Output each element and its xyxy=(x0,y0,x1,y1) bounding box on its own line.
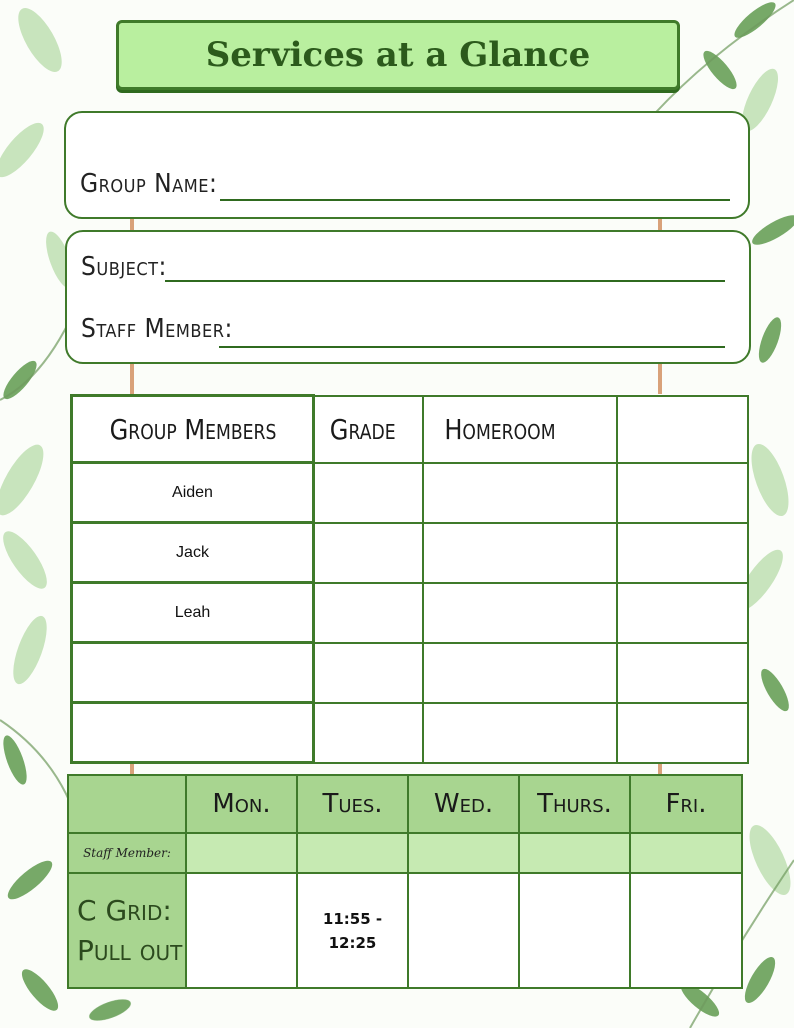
grid-cell-wed[interactable] xyxy=(408,873,519,988)
staff-cell-mon[interactable] xyxy=(186,833,297,873)
table-row xyxy=(72,583,748,643)
homeroom-cell[interactable] xyxy=(423,583,617,643)
homeroom-cell[interactable] xyxy=(423,463,617,523)
group-name-label: Group Name: xyxy=(80,169,218,199)
table-row xyxy=(72,463,748,523)
weekly-schedule-table xyxy=(67,774,743,989)
tues-time-start: 11:55 - xyxy=(322,909,383,928)
title-banner xyxy=(116,20,680,90)
extra-cell[interactable] xyxy=(617,703,748,763)
day-header-thurs: Thurs. xyxy=(519,775,630,833)
grid-cell-thurs[interactable] xyxy=(519,873,630,988)
member-name-cell[interactable]: Aiden xyxy=(72,463,314,523)
grade-cell[interactable] xyxy=(314,703,423,763)
staff-member-field[interactable] xyxy=(219,346,725,348)
table-row xyxy=(72,523,748,583)
c-grid-label xyxy=(68,873,186,988)
subject-label: Subject: xyxy=(81,252,167,282)
page-title: Services at a Glance xyxy=(205,35,591,75)
homeroom-cell[interactable] xyxy=(423,523,617,583)
subject-staff-card xyxy=(65,230,751,364)
staff-member-row xyxy=(68,833,742,873)
staff-cell-tues[interactable] xyxy=(297,833,408,873)
staff-member-label: Staff Member: xyxy=(81,314,233,344)
staff-member-row-label: Staff Member: xyxy=(68,833,186,873)
table-row xyxy=(72,703,748,763)
grid-cell-mon[interactable] xyxy=(186,873,297,988)
day-header-fri: Fri. xyxy=(630,775,742,833)
grade-cell[interactable] xyxy=(314,523,423,583)
extra-cell[interactable] xyxy=(617,523,748,583)
header-blank xyxy=(626,396,739,463)
extra-cell[interactable] xyxy=(617,463,748,523)
header-grade: Grade xyxy=(321,396,415,463)
day-header-mon: Mon. xyxy=(186,775,297,833)
subject-field[interactable] xyxy=(165,280,725,282)
day-header-wed: Wed. xyxy=(408,775,519,833)
member-name-cell[interactable] xyxy=(72,643,314,703)
staff-cell-fri[interactable] xyxy=(630,833,742,873)
grade-cell[interactable] xyxy=(314,583,423,643)
grid-cell-fri[interactable] xyxy=(630,873,742,988)
grade-cell[interactable] xyxy=(314,643,423,703)
group-name-field[interactable] xyxy=(220,199,730,201)
group-members-table xyxy=(70,394,749,764)
extra-cell[interactable] xyxy=(617,643,748,703)
member-name-cell[interactable]: Jack xyxy=(72,523,314,583)
c-grid-row xyxy=(68,873,742,988)
extra-cell[interactable] xyxy=(617,583,748,643)
schedule-header-row xyxy=(68,775,742,833)
member-name-cell[interactable]: Leah xyxy=(72,583,314,643)
staff-cell-wed[interactable] xyxy=(408,833,519,873)
schedule-corner-cell xyxy=(68,775,186,833)
grid-cell-tues[interactable] xyxy=(297,873,408,988)
header-group-members: Group Members xyxy=(88,396,296,463)
grade-cell[interactable] xyxy=(314,463,423,523)
member-name-cell[interactable] xyxy=(72,703,314,763)
c-grid-label-line1: C Grid: xyxy=(77,893,172,927)
tues-time-end: 12:25 xyxy=(328,933,377,952)
day-header-tues: Tues. xyxy=(297,775,408,833)
table-row xyxy=(72,643,748,703)
homeroom-cell[interactable] xyxy=(423,643,617,703)
group-name-card xyxy=(64,111,750,219)
members-header-row xyxy=(72,396,748,463)
staff-cell-thurs[interactable] xyxy=(519,833,630,873)
homeroom-cell[interactable] xyxy=(423,703,617,763)
c-grid-label-line2: Pull out xyxy=(77,933,183,967)
header-homeroom: Homeroom xyxy=(436,396,603,463)
